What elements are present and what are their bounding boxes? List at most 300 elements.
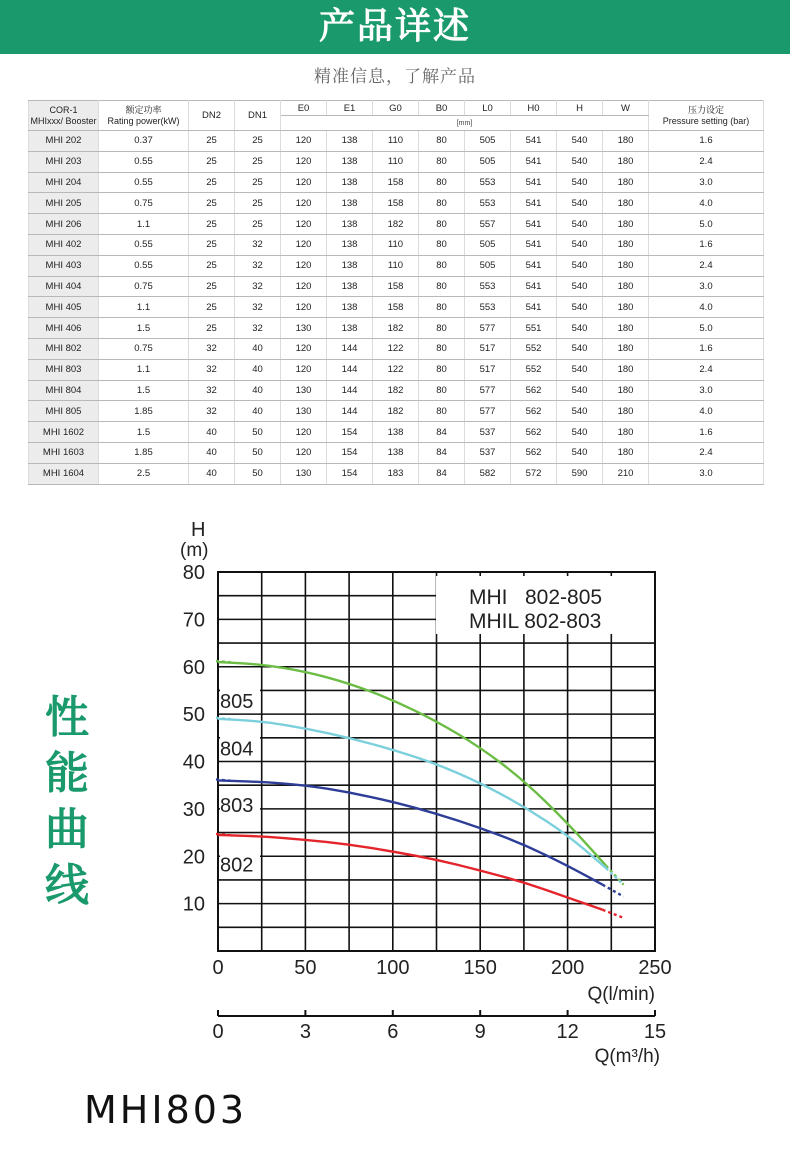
table-cell: 25 bbox=[235, 131, 281, 152]
table-row bbox=[29, 172, 764, 193]
table-cell: 130 bbox=[281, 380, 327, 401]
table-cell: 40 bbox=[189, 442, 235, 463]
side-title-char: 能 bbox=[45, 748, 89, 799]
table-cell: 180 bbox=[603, 297, 649, 318]
table-cell: 562 bbox=[511, 422, 557, 443]
table-cell: 2.4 bbox=[649, 359, 764, 380]
x-tick-label: 250 bbox=[638, 957, 672, 979]
table-cell: 32 bbox=[189, 338, 235, 359]
table-cell: 582 bbox=[465, 463, 511, 484]
table-cell: 80 bbox=[419, 297, 465, 318]
table-row bbox=[29, 193, 764, 214]
table-cell: 32 bbox=[189, 359, 235, 380]
table-cell: 0.55 bbox=[99, 151, 189, 172]
y-tick-label: 10 bbox=[182, 893, 205, 916]
y-tick-label: 30 bbox=[182, 798, 205, 821]
table-cell: 182 bbox=[373, 380, 419, 401]
table-cell: 180 bbox=[603, 234, 649, 255]
model-cell: MHI 405 bbox=[29, 297, 99, 318]
table-cell: 3.0 bbox=[649, 172, 764, 193]
table-cell: 5.0 bbox=[649, 214, 764, 235]
table-cell: 180 bbox=[603, 214, 649, 235]
series-dash-start-803 bbox=[216, 779, 232, 780]
table-cell: 120 bbox=[281, 338, 327, 359]
y-axis-label: H bbox=[191, 520, 206, 541]
x-tick-label: 0 bbox=[212, 957, 224, 979]
table-cell: 80 bbox=[419, 276, 465, 297]
header-pressure bbox=[649, 101, 764, 131]
table-cell: 537 bbox=[465, 422, 511, 443]
table-cell: 25 bbox=[235, 214, 281, 235]
table-cell: 553 bbox=[465, 297, 511, 318]
performance-chart bbox=[0, 520, 790, 1070]
table-cell: 120 bbox=[281, 255, 327, 276]
header-b0: B0 bbox=[419, 101, 465, 116]
table-cell: 138 bbox=[327, 255, 373, 276]
chart-title-line2: MHIL 802-803 bbox=[469, 610, 602, 633]
series-dash-start-805 bbox=[216, 661, 232, 662]
table-cell: 1.1 bbox=[99, 359, 189, 380]
header-power bbox=[99, 101, 189, 131]
table-cell: 1.6 bbox=[649, 234, 764, 255]
table-cell: 144 bbox=[327, 338, 373, 359]
header-power-line2: Rating power(kW) bbox=[107, 115, 180, 126]
table-cell: 540 bbox=[557, 318, 603, 339]
table-cell: 25 bbox=[189, 318, 235, 339]
table-cell: 183 bbox=[373, 463, 419, 484]
table-cell: 180 bbox=[603, 276, 649, 297]
model-cell: MHI 203 bbox=[29, 151, 99, 172]
table-cell: 80 bbox=[419, 380, 465, 401]
model-cell: MHI 404 bbox=[29, 276, 99, 297]
table-cell: 158 bbox=[373, 193, 419, 214]
table-cell: 84 bbox=[419, 463, 465, 484]
table-cell: 537 bbox=[465, 442, 511, 463]
table-cell: 138 bbox=[373, 422, 419, 443]
model-cell: MHI 1602 bbox=[29, 422, 99, 443]
table-cell: 505 bbox=[465, 255, 511, 276]
table-cell: 180 bbox=[603, 172, 649, 193]
table-cell: 1.5 bbox=[99, 422, 189, 443]
table-cell: 25 bbox=[189, 193, 235, 214]
table-cell: 154 bbox=[327, 422, 373, 443]
table-cell: 120 bbox=[281, 422, 327, 443]
table-cell: 590 bbox=[557, 463, 603, 484]
table-cell: 3.0 bbox=[649, 380, 764, 401]
series-dash-start-802 bbox=[216, 834, 232, 835]
table-row bbox=[29, 338, 764, 359]
table-cell: 540 bbox=[557, 442, 603, 463]
table-cell: 138 bbox=[327, 214, 373, 235]
table-cell: 0.75 bbox=[99, 338, 189, 359]
table-cell: 158 bbox=[373, 172, 419, 193]
table-cell: 110 bbox=[373, 255, 419, 276]
table-cell: 158 bbox=[373, 297, 419, 318]
y-tick-label: 40 bbox=[182, 751, 205, 774]
table-cell: 541 bbox=[511, 297, 557, 318]
x2-tick-label: 6 bbox=[387, 1021, 399, 1043]
table-cell: 154 bbox=[327, 463, 373, 484]
series-dash-end-803 bbox=[603, 885, 624, 897]
table-cell: 40 bbox=[235, 401, 281, 422]
model-cell: MHI 204 bbox=[29, 172, 99, 193]
y-axis-unit: (m) bbox=[180, 540, 209, 561]
table-cell: 1.85 bbox=[99, 442, 189, 463]
table-cell: 562 bbox=[511, 380, 557, 401]
table-cell: 40 bbox=[235, 380, 281, 401]
table-cell: 182 bbox=[373, 318, 419, 339]
x2-tick-label: 9 bbox=[474, 1021, 486, 1043]
table-cell: 572 bbox=[511, 463, 557, 484]
table-cell: 122 bbox=[373, 338, 419, 359]
table-cell: 540 bbox=[557, 255, 603, 276]
header-model-line2: MHIxxx/ Booster bbox=[30, 115, 97, 126]
table-cell: 80 bbox=[419, 131, 465, 152]
x2-tick-label: 15 bbox=[643, 1021, 667, 1043]
table-cell: 32 bbox=[235, 234, 281, 255]
table-cell: 505 bbox=[465, 234, 511, 255]
table-cell: 25 bbox=[189, 151, 235, 172]
table-row bbox=[29, 401, 764, 422]
table-cell: 540 bbox=[557, 214, 603, 235]
x-tick-label: 50 bbox=[294, 957, 317, 979]
series-line-805 bbox=[218, 662, 606, 866]
table-cell: 180 bbox=[603, 401, 649, 422]
model-cell: MHI 804 bbox=[29, 380, 99, 401]
table-cell: 577 bbox=[465, 318, 511, 339]
model-cell: MHI 802 bbox=[29, 338, 99, 359]
table-cell: 505 bbox=[465, 151, 511, 172]
x-axis-label: Q(l/min) bbox=[587, 984, 655, 1005]
table-row bbox=[29, 318, 764, 339]
table-cell: 540 bbox=[557, 193, 603, 214]
table-cell: 120 bbox=[281, 193, 327, 214]
table-cell: 562 bbox=[511, 401, 557, 422]
table-cell: 25 bbox=[189, 297, 235, 318]
header-dn1: DN1 bbox=[235, 101, 281, 131]
table-cell: 0.75 bbox=[99, 193, 189, 214]
table-cell: 144 bbox=[327, 359, 373, 380]
table-cell: 154 bbox=[327, 442, 373, 463]
header-l0: L0 bbox=[465, 101, 511, 116]
table-cell: 32 bbox=[235, 255, 281, 276]
table-cell: 110 bbox=[373, 234, 419, 255]
table-cell: 138 bbox=[327, 172, 373, 193]
table-row bbox=[29, 255, 764, 276]
y-tick-label: 20 bbox=[182, 846, 205, 869]
x-tick-label: 150 bbox=[463, 957, 497, 979]
table-cell: 3.0 bbox=[649, 276, 764, 297]
table-cell: 553 bbox=[465, 276, 511, 297]
table-cell: 540 bbox=[557, 401, 603, 422]
spec-table bbox=[28, 100, 764, 485]
table-cell: 120 bbox=[281, 172, 327, 193]
table-cell: 1.6 bbox=[649, 422, 764, 443]
table-cell: 180 bbox=[603, 193, 649, 214]
table-cell: 25 bbox=[189, 234, 235, 255]
header-pressure-line1: 压力设定 bbox=[687, 104, 724, 115]
table-row bbox=[29, 151, 764, 172]
table-cell: 4.0 bbox=[649, 401, 764, 422]
table-cell: 541 bbox=[511, 276, 557, 297]
table-cell: 2.4 bbox=[649, 442, 764, 463]
table-cell: 1.1 bbox=[99, 297, 189, 318]
table-cell: 0.37 bbox=[99, 131, 189, 152]
table-cell: 80 bbox=[419, 151, 465, 172]
table-cell: 110 bbox=[373, 131, 419, 152]
table-cell: 25 bbox=[235, 151, 281, 172]
table-cell: 80 bbox=[419, 318, 465, 339]
y-tick-label: 70 bbox=[182, 609, 205, 632]
header-model bbox=[29, 101, 99, 131]
table-cell: 120 bbox=[281, 276, 327, 297]
table-cell: 138 bbox=[327, 297, 373, 318]
table-cell: 540 bbox=[557, 276, 603, 297]
table-cell: 540 bbox=[557, 172, 603, 193]
table-cell: 138 bbox=[327, 151, 373, 172]
table-cell: 25 bbox=[189, 255, 235, 276]
table-cell: 158 bbox=[373, 276, 419, 297]
table-cell: 540 bbox=[557, 131, 603, 152]
table-cell: 80 bbox=[419, 359, 465, 380]
table-cell: 541 bbox=[511, 255, 557, 276]
table-row bbox=[29, 463, 764, 484]
chart-labels bbox=[183, 562, 672, 1043]
model-cell: MHI 206 bbox=[29, 214, 99, 235]
table-cell: 138 bbox=[373, 442, 419, 463]
table-cell: 541 bbox=[511, 151, 557, 172]
table-cell: 210 bbox=[603, 463, 649, 484]
table-cell: 4.0 bbox=[649, 193, 764, 214]
table-cell: 553 bbox=[465, 172, 511, 193]
series-label-802: 802 bbox=[220, 854, 254, 877]
table-cell: 130 bbox=[281, 318, 327, 339]
table-cell: 25 bbox=[189, 214, 235, 235]
table-cell: 552 bbox=[511, 359, 557, 380]
x2-axis-label: Q(m³/h) bbox=[594, 1046, 660, 1067]
table-cell: 562 bbox=[511, 442, 557, 463]
table-cell: 182 bbox=[373, 401, 419, 422]
table-cell: 180 bbox=[603, 422, 649, 443]
header-dn2: DN2 bbox=[189, 101, 235, 131]
header-unit: [mm] bbox=[281, 116, 649, 131]
table-cell: 540 bbox=[557, 422, 603, 443]
table-cell: 180 bbox=[603, 380, 649, 401]
table-cell: 540 bbox=[557, 359, 603, 380]
header-power-line1: 额定功率 bbox=[125, 104, 162, 115]
table-cell: 1.6 bbox=[649, 338, 764, 359]
table-cell: 32 bbox=[189, 380, 235, 401]
table-cell: 180 bbox=[603, 442, 649, 463]
table-cell: 80 bbox=[419, 401, 465, 422]
table-cell: 505 bbox=[465, 131, 511, 152]
table-cell: 540 bbox=[557, 380, 603, 401]
x2-tick-label: 0 bbox=[212, 1021, 224, 1043]
table-cell: 540 bbox=[557, 297, 603, 318]
table-cell: 541 bbox=[511, 131, 557, 152]
table-cell: 84 bbox=[419, 422, 465, 443]
model-cell: MHI 805 bbox=[29, 401, 99, 422]
table-cell: 3.0 bbox=[649, 463, 764, 484]
header-e0: E0 bbox=[281, 101, 327, 116]
series-line-804 bbox=[218, 719, 606, 868]
table-cell: 50 bbox=[235, 442, 281, 463]
table-cell: 32 bbox=[189, 401, 235, 422]
table-row bbox=[29, 359, 764, 380]
table-cell: 40 bbox=[235, 338, 281, 359]
header-h0: H0 bbox=[511, 101, 557, 116]
table-cell: 130 bbox=[281, 463, 327, 484]
table-cell: 2.5 bbox=[99, 463, 189, 484]
table-cell: 32 bbox=[235, 276, 281, 297]
table-cell: 80 bbox=[419, 193, 465, 214]
page-title: 产品详述 bbox=[318, 6, 471, 47]
table-cell: 1.6 bbox=[649, 131, 764, 152]
table-cell: 120 bbox=[281, 297, 327, 318]
table-cell: 25 bbox=[189, 276, 235, 297]
table-cell: 551 bbox=[511, 318, 557, 339]
table-cell: 517 bbox=[465, 359, 511, 380]
model-cell: MHI 1604 bbox=[29, 463, 99, 484]
table-cell: 2.4 bbox=[649, 151, 764, 172]
table-cell: 138 bbox=[327, 318, 373, 339]
table-cell: 144 bbox=[327, 380, 373, 401]
table-row bbox=[29, 380, 764, 401]
table-header-row bbox=[29, 101, 764, 116]
table-cell: 40 bbox=[235, 359, 281, 380]
table-cell: 25 bbox=[189, 131, 235, 152]
table-cell: 50 bbox=[235, 422, 281, 443]
table-row bbox=[29, 276, 764, 297]
table-row bbox=[29, 214, 764, 235]
y-tick-label: 50 bbox=[182, 704, 205, 727]
side-title-char: 曲 bbox=[45, 804, 89, 855]
series-line-802 bbox=[218, 835, 603, 910]
table-cell: 80 bbox=[419, 214, 465, 235]
table-cell: 138 bbox=[327, 131, 373, 152]
header-w: W bbox=[603, 101, 649, 116]
table-cell: 122 bbox=[373, 359, 419, 380]
table-cell: 25 bbox=[189, 172, 235, 193]
x-tick-label: 100 bbox=[376, 957, 410, 979]
table-row bbox=[29, 297, 764, 318]
table-body bbox=[29, 131, 764, 485]
page-subtitle: 精准信息，了解产品 bbox=[314, 67, 476, 87]
table-cell: 25 bbox=[235, 172, 281, 193]
table-cell: 120 bbox=[281, 214, 327, 235]
header-pressure-line2: Pressure setting (bar) bbox=[662, 115, 750, 126]
table-cell: 120 bbox=[281, 151, 327, 172]
table-cell: 1.1 bbox=[99, 214, 189, 235]
table-cell: 1.85 bbox=[99, 401, 189, 422]
series-dash-end-804 bbox=[606, 868, 623, 885]
table-cell: 541 bbox=[511, 172, 557, 193]
x2-tick-label: 3 bbox=[299, 1021, 311, 1043]
table-cell: 180 bbox=[603, 151, 649, 172]
table-cell: 541 bbox=[511, 234, 557, 255]
table-cell: 0.55 bbox=[99, 234, 189, 255]
model-cell: MHI 403 bbox=[29, 255, 99, 276]
chart-title-line1: MHI 802-805 bbox=[469, 586, 603, 609]
table-cell: 138 bbox=[327, 234, 373, 255]
model-cell: MHI 202 bbox=[29, 131, 99, 152]
table-cell: 130 bbox=[281, 401, 327, 422]
table-row bbox=[29, 422, 764, 443]
table-cell: 180 bbox=[603, 255, 649, 276]
table-cell: 517 bbox=[465, 338, 511, 359]
side-title-char: 性 bbox=[45, 692, 89, 743]
table-cell: 180 bbox=[603, 359, 649, 380]
table-cell: 80 bbox=[419, 172, 465, 193]
table-cell: 40 bbox=[189, 463, 235, 484]
table-cell: 138 bbox=[327, 276, 373, 297]
table-cell: 541 bbox=[511, 214, 557, 235]
table-cell: 120 bbox=[281, 131, 327, 152]
series-label-805: 805 bbox=[220, 691, 254, 714]
y-tick-label: 80 bbox=[182, 562, 205, 584]
y-tick-label: 60 bbox=[182, 656, 205, 679]
side-title-char: 线 bbox=[45, 860, 89, 911]
table-cell: 552 bbox=[511, 338, 557, 359]
x2-tick-label: 12 bbox=[556, 1021, 579, 1043]
table-row bbox=[29, 131, 764, 152]
table-cell: 80 bbox=[419, 234, 465, 255]
table-cell: 120 bbox=[281, 442, 327, 463]
table-cell: 50 bbox=[235, 463, 281, 484]
table-cell: 138 bbox=[327, 193, 373, 214]
series-label-803: 803 bbox=[220, 795, 254, 818]
table-cell: 540 bbox=[557, 234, 603, 255]
table-cell: 25 bbox=[235, 193, 281, 214]
table-cell: 540 bbox=[557, 151, 603, 172]
model-cell: MHI 402 bbox=[29, 234, 99, 255]
table-cell: 0.55 bbox=[99, 255, 189, 276]
table-cell: 540 bbox=[557, 338, 603, 359]
header-g0: G0 bbox=[373, 101, 419, 116]
header-model-line1: COR-1 bbox=[49, 104, 78, 115]
series-dash-end-802 bbox=[603, 910, 624, 918]
x-tick-label: 200 bbox=[550, 957, 585, 979]
table-cell: 120 bbox=[281, 359, 327, 380]
table-cell: 1.5 bbox=[99, 380, 189, 401]
table-cell: 541 bbox=[511, 193, 557, 214]
table-cell: 553 bbox=[465, 193, 511, 214]
table-row bbox=[29, 442, 764, 463]
table-cell: 32 bbox=[235, 318, 281, 339]
model-cell: MHI 1603 bbox=[29, 442, 99, 463]
table-cell: 4.0 bbox=[649, 297, 764, 318]
table-cell: 80 bbox=[419, 255, 465, 276]
table-cell: 40 bbox=[189, 422, 235, 443]
table-cell: 577 bbox=[465, 380, 511, 401]
table-cell: 180 bbox=[603, 131, 649, 152]
table-cell: 144 bbox=[327, 401, 373, 422]
series-label-804: 804 bbox=[220, 738, 254, 761]
table-cell: 110 bbox=[373, 151, 419, 172]
table-cell: 80 bbox=[419, 338, 465, 359]
model-cell: MHI 406 bbox=[29, 318, 99, 339]
model-cell: MHI 205 bbox=[29, 193, 99, 214]
header-h: H bbox=[557, 101, 603, 116]
header-e1: E1 bbox=[327, 101, 373, 116]
table-cell: 120 bbox=[281, 234, 327, 255]
table-cell: 180 bbox=[603, 338, 649, 359]
table-cell: 577 bbox=[465, 401, 511, 422]
table-cell: 557 bbox=[465, 214, 511, 235]
table-cell: 1.5 bbox=[99, 318, 189, 339]
table-cell: 32 bbox=[235, 297, 281, 318]
series-dash-start-804 bbox=[216, 718, 232, 719]
